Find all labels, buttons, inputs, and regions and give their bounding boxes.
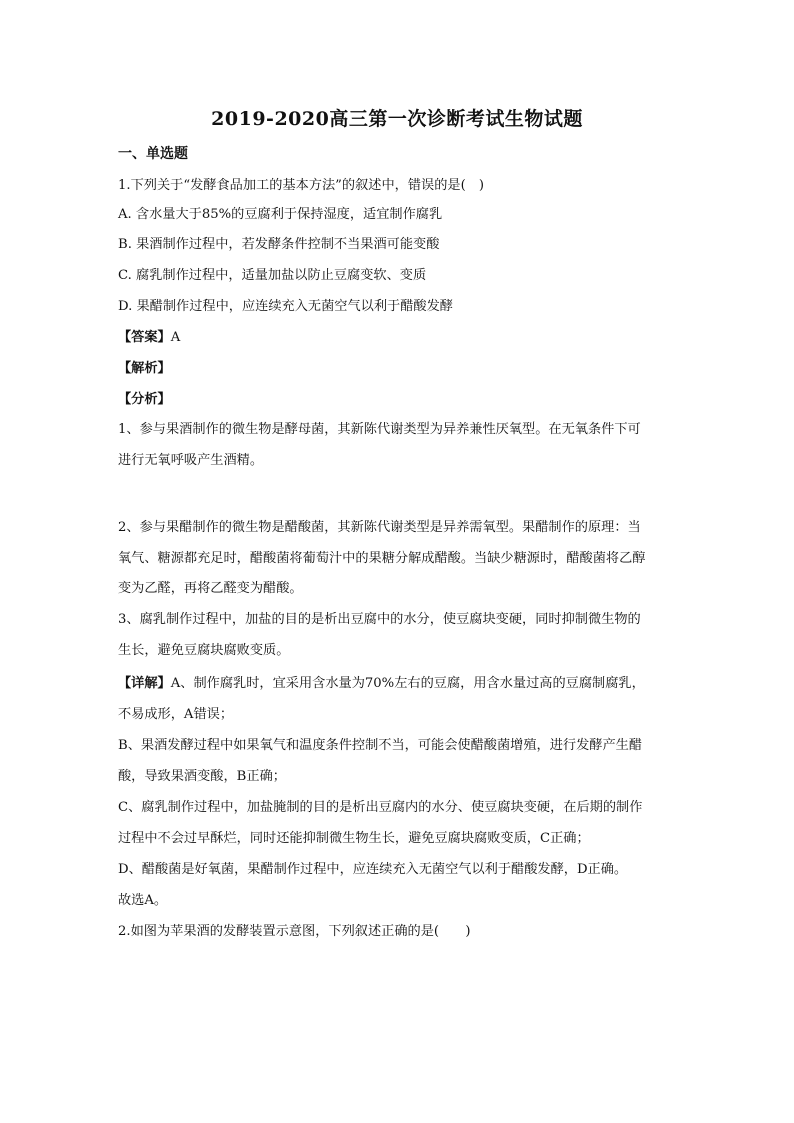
detail-conclusion: 故选A。 (118, 893, 168, 908)
analysis-p3-line2: 生长，避免豆腐块腐败变质。 (118, 643, 290, 658)
detail-a-line2: 不易成形，A错误； (118, 707, 234, 722)
detail-c-line2: 过程中不会过早酥烂，同时还能抑制微生物生长，避免豆腐块腐败变质，C正确； (118, 831, 590, 846)
detail-a-line1 (118, 674, 688, 694)
answer-line (118, 328, 688, 348)
analysis-p2-line1: 2、参与果醋制作的微生物是醋酸菌，其新陈代谢类型是异养需氧型。果醋制作的原理：当 (118, 520, 641, 535)
option-a: A. 含水量大于85%的豆腐利于保持湿度，适宜制作腐乳 (118, 207, 443, 222)
analysis-p2-line2: 氧气、糖源都充足时，醋酸菌将葡萄汁中的果糖分解成醋酸。当缺少糖源时，醋酸菌将乙醇 (118, 551, 646, 566)
option-c: C. 腐乳制作过程中，适量加盐以防止豆腐变软、变质 (118, 268, 427, 283)
detail-d-line1: D、醋酸菌是好氧菌，果醋制作过程中，应连续充入无菌空气以利于醋酸发酵，D正确。 (118, 862, 628, 877)
document-title: 2019-2020高三第一次诊断考试生物试题 (211, 108, 583, 130)
detail-b-line1: B、果酒发酵过程中如果氧气和温度条件控制不当，可能会使醋酸菌增殖，进行发酵产生醋 (118, 738, 642, 753)
answer-value: A (170, 330, 181, 345)
analysis-p1-line2: 进行无氧呼吸产生酒精。 (118, 453, 264, 468)
detail-c-line1: C、腐乳制作过程中，加盐腌制的目的是析出豆腐内的水分、使豆腐块变硬，在后期的制作 (118, 800, 643, 815)
option-b: B. 果酒制作过程中，若发酵条件控制不当果酒可能变酸 (118, 237, 440, 252)
option-d: D. 果醋制作过程中，应连续充入无菌空气以利于醋酸发酵 (118, 299, 453, 314)
fenxi-label: 【分析】 (118, 392, 171, 407)
analysis-label: 【解析】 (118, 361, 171, 376)
analysis-p1-line1: 1、参与果酒制作的微生物是酵母菌，其新陈代谢类型为异养兼性厌氧型。在无氧条件下可 (118, 422, 641, 437)
answer-label: 【答案】 (118, 330, 171, 345)
detail-b-line2: 酸，导致果酒变酸，B正确； (118, 769, 286, 784)
section-heading: 一、单选题 (118, 146, 188, 162)
analysis-p3-line1: 3、腐乳制作过程中，加盐的目的是析出豆腐中的水分，使豆腐块变硬，同时抑制微生物的 (118, 612, 641, 627)
question-2-stem: 2.如图为苹果酒的发酵装置示意图，下列叙述正确的是( ) (118, 924, 471, 939)
detail-label: 【详解】 (118, 676, 171, 691)
analysis-p2-line3: 变为乙醛，再将乙醛变为醋酸。 (118, 581, 303, 596)
question-1-stem: 1.下列关于“发酵食品加工的基本方法”的叙述中，错误的是( ) (118, 178, 485, 193)
detail-a-text: A、制作腐乳时，宜采用含水量为70%左右的豆腐，用含水量过高的豆腐制腐乳， (170, 676, 645, 691)
